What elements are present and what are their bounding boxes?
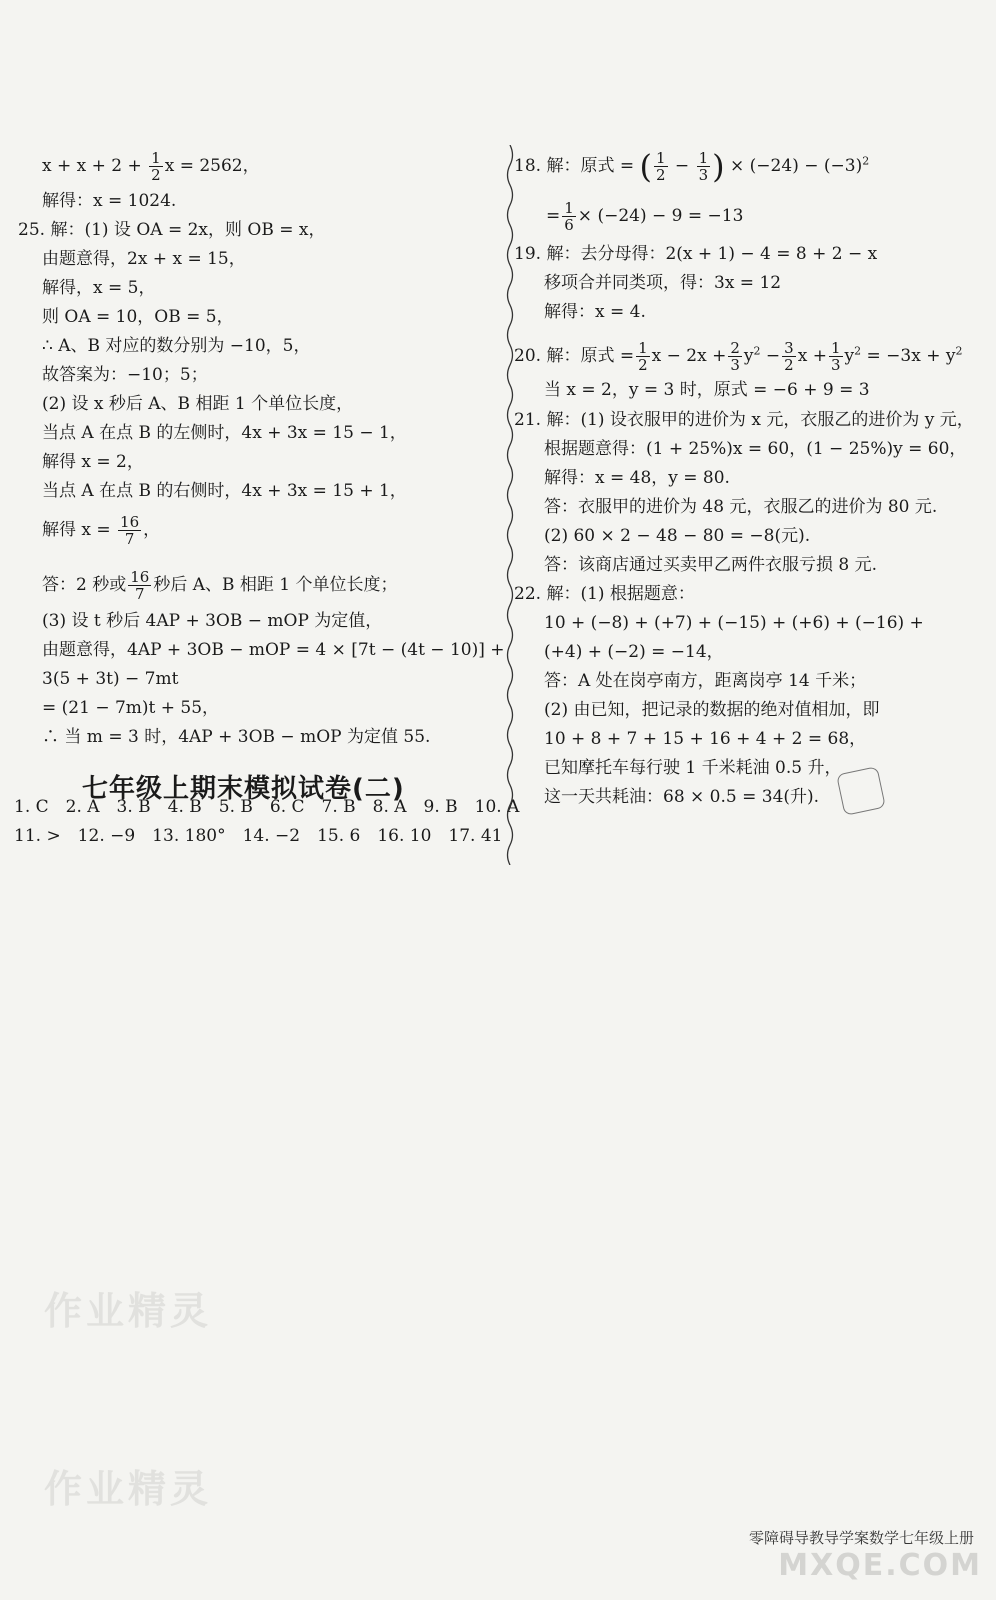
eq-text: x + <box>797 346 827 366</box>
text-line: (3) 设 t 秒后 4AP + 3OB − mOP 为定值， <box>42 611 383 631</box>
numerator: 1 <box>655 149 666 167</box>
text-line: 解得 x = 2， <box>42 452 144 472</box>
eq-line <box>546 200 743 233</box>
denominator: 7 <box>135 585 145 603</box>
denominator: 3 <box>830 356 841 374</box>
problem-22: 22. 解：(1) 根据题意： <box>514 584 695 604</box>
text-line: 由题意得，2x + x = 15， <box>42 249 246 269</box>
eq-text: = −3x + y <box>861 346 956 366</box>
eq-line <box>42 150 260 183</box>
problem-20 <box>514 340 962 373</box>
fraction <box>636 340 650 373</box>
text-line: 3(5 + 3t) − 7mt <box>42 669 179 689</box>
stamp-icon <box>836 766 886 816</box>
eq-text: ， <box>143 520 161 540</box>
denominator: 7 <box>124 530 135 548</box>
text-line: 10 + (−8) + (+7) + (−15) + (+6) + (−16) + <box>544 613 924 633</box>
watermark: 作业精灵 <box>44 1467 213 1511</box>
numerator: 1 <box>638 339 648 357</box>
text-line: 10 + 8 + 7 + 15 + 16 + 4 + 2 = 68， <box>544 729 867 749</box>
page-footer: 零障碍导教导学案数学七年级上册 <box>748 1529 974 1547</box>
denominator: 3 <box>698 166 709 184</box>
text-line: 故答案为：−10；5； <box>42 365 208 385</box>
answers-row-2: 11. > 12. −9 13. 180° 14. −2 15. 6 16. 10 17. 41 <box>14 826 503 846</box>
text-line: 解得：x = 1024. <box>42 191 177 211</box>
eq-text: x + x + 2 + <box>42 156 148 176</box>
text-line: 由题意得，4AP + 3OB − mOP = 4 × [7t − (4t − 10)] + <box>42 640 505 660</box>
fraction <box>149 150 163 183</box>
denominator: 3 <box>730 356 740 374</box>
numerator: 16 <box>130 568 150 586</box>
problem-18: 18. 解：原式 = ( $\frac{1}{2}$ − $\frac{1}{3}$ ) × $(-24) - (-3)^2$ <box>514 147 870 186</box>
text-line: 这一天共耗油：68 × 0.5 = 34(升). <box>544 787 820 807</box>
exponent: 2 <box>862 154 870 168</box>
fraction <box>697 150 711 183</box>
text-line: 解得：x = 4. <box>544 302 646 322</box>
eq-line <box>42 514 160 547</box>
text-line: 当 x = 2，y = 3 时，原式 = −6 + 9 = 3 <box>544 380 870 400</box>
eq-text: = <box>546 206 561 226</box>
text-line: (2) 设 x 秒后 A、B 相距 1 个单位长度， <box>42 394 354 414</box>
text-line: (2) 60 × 2 − 48 − 80 = −8(元). <box>544 526 811 546</box>
eq-text: 答：2 秒或 <box>42 575 127 595</box>
numerator: 2 <box>730 339 740 357</box>
eq-text: 解得 x = <box>42 520 117 540</box>
text-line: 当点 A 在点 B 的右侧时，4x + 3x = 15 + 1， <box>42 481 407 501</box>
exponent: 2 <box>753 344 761 358</box>
eq-text: x − 2x + <box>651 346 727 366</box>
eq-text: 20. 解：原式 = <box>514 346 635 366</box>
eq-text: − <box>760 346 781 366</box>
eq-text: 18. 解：原式 = <box>514 156 635 176</box>
eq-text: x = 2562， <box>164 156 260 176</box>
numerator: 1 <box>830 339 841 357</box>
eq-line <box>42 569 398 602</box>
text-line: (+4) + (−2) = −14， <box>544 642 724 662</box>
text-line: 根据题意得：(1 + 25%)x = 60，(1 − 25%)y = 60， <box>544 439 967 459</box>
brand-watermark: MXQE.COM <box>778 1548 982 1583</box>
denominator: 2 <box>784 356 794 374</box>
text-line: 解得，x = 5， <box>42 278 156 298</box>
section-title: 七年级上期末模拟试卷(二) <box>82 774 405 804</box>
left-paren: ( <box>639 147 652 186</box>
right-paren: ) <box>712 147 725 186</box>
numerator: 1 <box>698 149 709 167</box>
fraction <box>782 340 796 373</box>
numerator: 1 <box>151 149 161 167</box>
problem-21: 21. 解：(1) 设衣服甲的进价为 x 元，衣服乙的进价为 y 元， <box>514 410 974 430</box>
text-line: ∴ 当 m = 3 时，4AP + 3OB − mOP 为定值 55. <box>42 727 431 747</box>
eq-text: 秒后 A、B 相距 1 个单位长度； <box>153 575 398 595</box>
problem-25: 25. 解：(1) 设 OA = 2x，则 OB = x， <box>18 220 326 240</box>
text-line: 已知摩托车每行驶 1 千米耗油 0.5 升， <box>544 758 842 778</box>
text-line: 当点 A 在点 B 的左侧时，4x + 3x = 15 − 1， <box>42 423 407 443</box>
text-line: 移项合并同类项，得：3x = 12 <box>544 273 782 293</box>
answers-row-1: 1. C 2. A 3. B 4. B 5. B 6. C 7. B 8. A 9. B 10. A <box>14 797 520 817</box>
fraction <box>829 340 843 373</box>
denominator: 2 <box>638 356 648 374</box>
numerator: 16 <box>120 513 140 531</box>
exponent: 2 <box>854 344 862 358</box>
text-line: ∴ A、B 对应的数分别为 −10，5， <box>42 336 311 356</box>
numerator: 1 <box>564 199 574 217</box>
text-line: 解得：x = 48，y = 80. <box>544 468 730 488</box>
text-line: 答：A 处在岗亭南方，距离岗亭 14 千米； <box>544 671 867 691</box>
eq-text: × (−24) − (−3) <box>730 156 863 176</box>
text-line: 答：该商店通过买卖甲乙两件衣服亏损 8 元. <box>544 555 878 575</box>
fraction <box>562 200 576 233</box>
fraction <box>128 569 151 602</box>
denominator: 2 <box>655 166 666 184</box>
text-line: 则 OA = 10，OB = 5， <box>42 307 234 327</box>
problem-19: 19. 解：去分母得：2(x + 1) − 4 = 8 + 2 − x <box>514 244 878 264</box>
denominator: 6 <box>564 216 574 234</box>
text-line: 答：衣服甲的进价为 48 元，衣服乙的进价为 80 元. <box>544 497 938 517</box>
text-line: = (21 − 7m)t + 55， <box>42 698 220 718</box>
fraction <box>654 150 668 183</box>
denominator: 2 <box>151 166 161 184</box>
eq-text: y <box>743 346 754 366</box>
text-line: (2) 由已知，把记录的数据的绝对值相加，即 <box>544 700 880 720</box>
numerator: 3 <box>784 339 794 357</box>
eq-text: y <box>844 346 855 366</box>
eq-text: × (−24) − 9 = −13 <box>577 206 744 226</box>
exponent: 2 <box>955 344 963 358</box>
fraction <box>118 514 141 547</box>
watermark: 作业精灵 <box>44 1289 213 1333</box>
fraction <box>728 340 742 373</box>
